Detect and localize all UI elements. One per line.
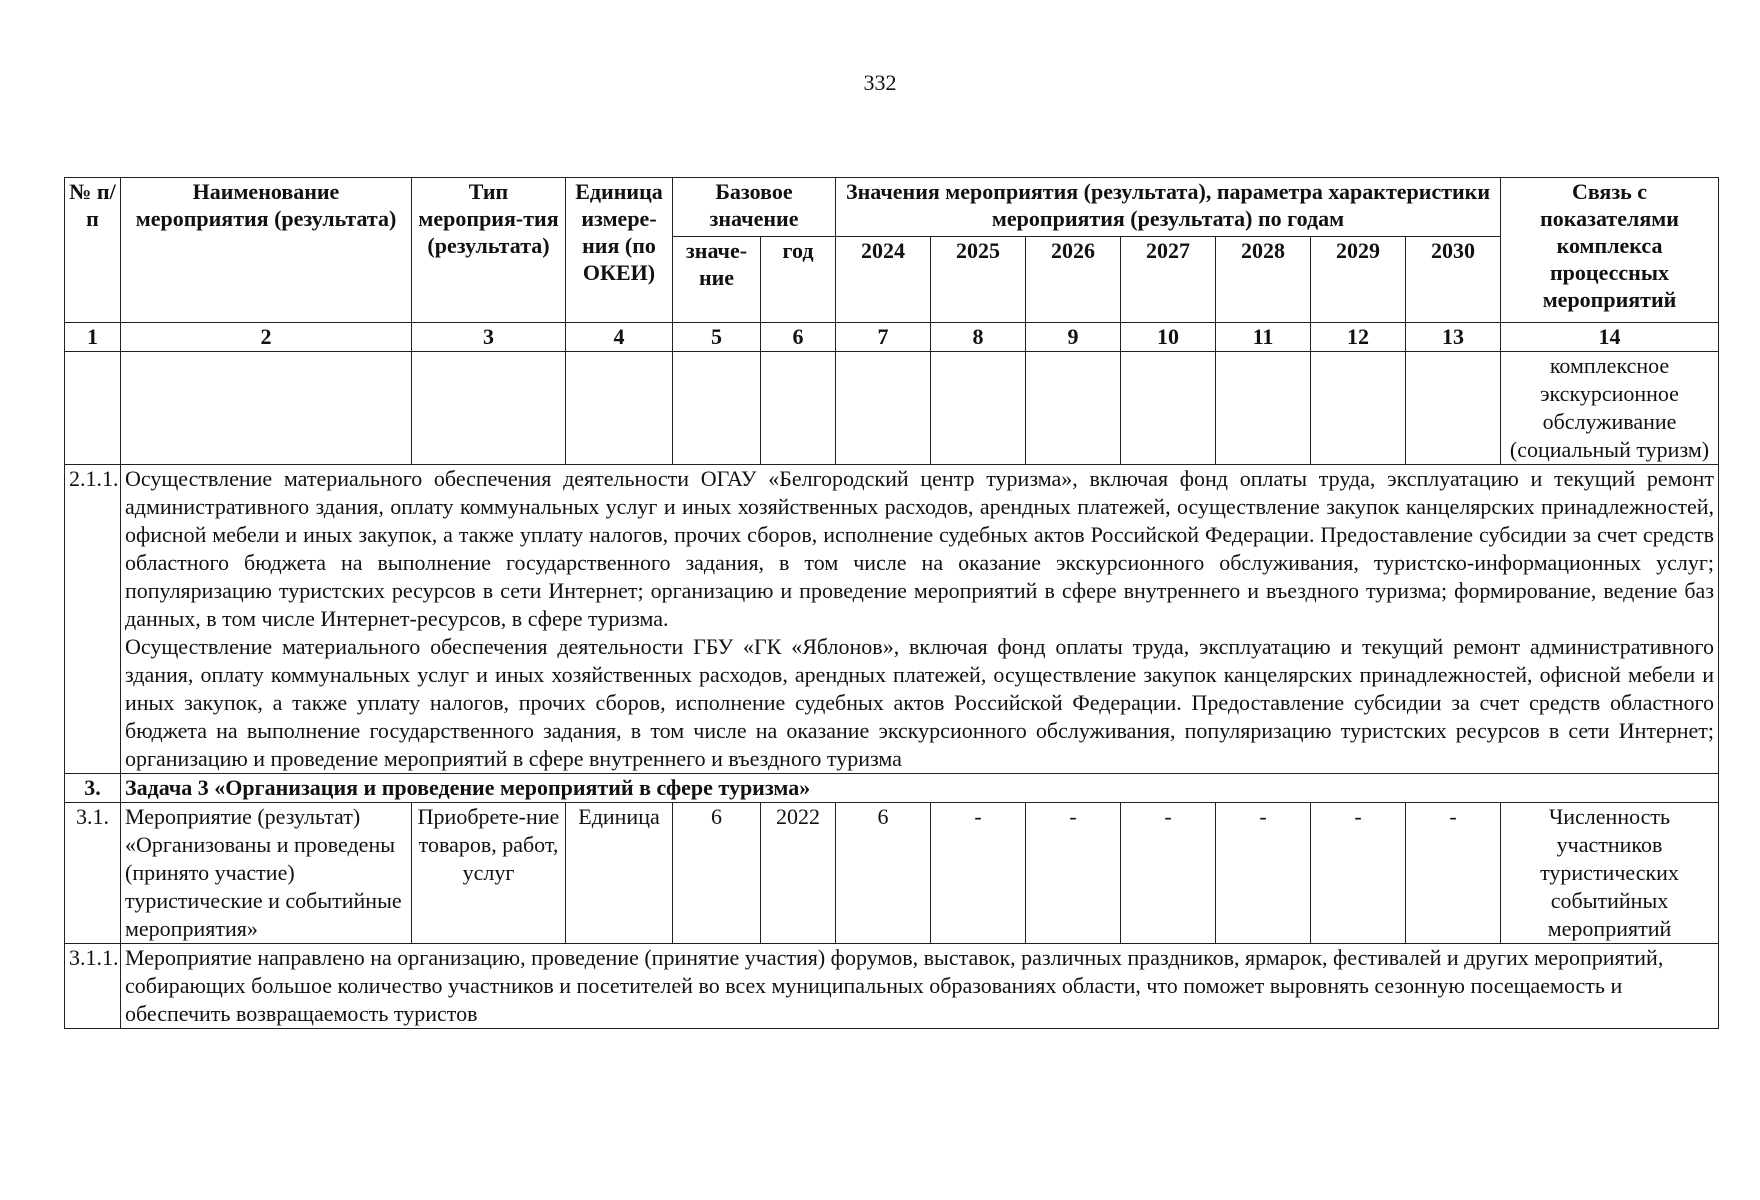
column-number: 1 [65, 323, 121, 352]
description-paragraph-1: Осуществление материального обеспечения деятельности ОГАУ «Белгородский центр туризма», включая фонд оплаты труда, эксплуатацию и текущий ремонт административного здания, оплату коммунальных услуг и иных хозяйственных расходов, арендных платежей, осуществление закупок канцелярских принадлежностей, офисной мебели и иных закупок, а также уплату налогов, прочих сборов, исполнение судебных актов Российской Федерации. Предоставление субсидии за счет средств областного бюджета на выполнение государственного задания, в том числе на оказание экскурсионного обслуживания, туристско-информационных услуг; популяризацию туристских ресурсов в сети Интернет; организацию и проведение мероприятий в сфере внутреннего и въездного туризма; формирование, ведение баз данных, в том числе Интернет-ресурсов, в сфере туризма. [125, 466, 1715, 631]
empty-cell [761, 352, 836, 465]
value-2029: - [1311, 803, 1406, 944]
column-number: 12 [1311, 323, 1406, 352]
header-base-year: год [761, 237, 836, 323]
activity-type: Приобрете-ние товаров, работ, услуг [412, 803, 566, 944]
program-table [64, 177, 1719, 1029]
header-type: Тип мероприя-тия (результата) [412, 178, 566, 323]
page-number: 332 [863, 70, 897, 95]
task-number: 3. [65, 774, 121, 803]
header-base-group: Базовое значение [673, 178, 836, 237]
empty-cell [836, 352, 931, 465]
empty-cell [121, 352, 412, 465]
empty-cell [412, 352, 566, 465]
activity-description: Мероприятие направлено на организацию, проведение (принятие участия) форумов, выставок, различных праздников, ярмарок, фестивалей и других мероприятий, собирающих большое количество участников и посетителей во всех муниципальных образованиях области, что поможет выровнять сезонную посещаемость и обеспечить возвращаемость туристов [121, 944, 1719, 1029]
row-3-1 [65, 803, 1719, 944]
header-year-2024: 2024 [836, 237, 931, 323]
column-number: 14 [1501, 323, 1719, 352]
column-number: 10 [1121, 323, 1216, 352]
row-3-1-1 [65, 944, 1719, 1029]
value-2027: - [1121, 803, 1216, 944]
empty-cell [1121, 352, 1216, 465]
header-year-2025: 2025 [931, 237, 1026, 323]
empty-cell [1216, 352, 1311, 465]
header-year-2027: 2027 [1121, 237, 1216, 323]
row-number: 2.1.1. [65, 465, 121, 774]
column-number-row [65, 323, 1719, 352]
empty-cell [1406, 352, 1501, 465]
row-2-1-1 [65, 465, 1719, 774]
header-year-2026: 2026 [1026, 237, 1121, 323]
column-number: 11 [1216, 323, 1311, 352]
header-year-2029: 2029 [1311, 237, 1406, 323]
header-num: № п/п [65, 178, 121, 323]
description-paragraph-2: Осуществление материального обеспечения деятельности ГБУ «ГК «Яблонов», включая фонд оплаты труда, эксплуатацию и текущий ремонт административного здания, оплату коммунальных услуг и иных хозяйственных расходов, арендных платежей, осуществление закупок канцелярских принадлежностей, офисной мебели и иных закупок, а также уплату налогов, прочих сборов, исполнение судебных актов Российской Федерации. Предоставление субсидии за счет средств областного бюджета на выполнение государственного задания, в том числе на оказание экскурсионного обслуживания, популяризацию туристских ресурсов в сети Интернет; организацию и проведение мероприятий в сфере внутреннего и въездного туризма [125, 634, 1715, 771]
empty-cell [931, 352, 1026, 465]
column-number: 4 [566, 323, 673, 352]
activity-unit: Единица [566, 803, 673, 944]
column-number: 8 [931, 323, 1026, 352]
value-2024: 6 [836, 803, 931, 944]
row-number: 3.1.1. [65, 944, 121, 1029]
column-number: 9 [1026, 323, 1121, 352]
value-2028: - [1216, 803, 1311, 944]
column-number: 3 [412, 323, 566, 352]
header-values-group: Значения мероприятия (результата), параметра характеристики мероприятия (результата) по годам [836, 178, 1501, 237]
task-title: Задача 3 «Организация и проведение мероприятий в сфере туризма» [121, 774, 1719, 803]
value-2026: - [1026, 803, 1121, 944]
header-link: Связь с показателями комплекса процессных мероприятий [1501, 178, 1719, 323]
continuation-link-cell: комплексное экскурсионное обслуживание (социальный туризм) [1501, 352, 1719, 465]
column-number: 2 [121, 323, 412, 352]
task-3-row [65, 774, 1719, 803]
description-cell [121, 465, 1719, 774]
base-value: 6 [673, 803, 761, 944]
column-number: 5 [673, 323, 761, 352]
header-year-2028: 2028 [1216, 237, 1311, 323]
base-year: 2022 [761, 803, 836, 944]
empty-cell [1311, 352, 1406, 465]
indicator-link: Численность участников туристических событийных мероприятий [1501, 803, 1719, 944]
row-number: 3.1. [65, 803, 121, 944]
header-year-2030: 2030 [1406, 237, 1501, 323]
header-unit: Единица измере-ния (по ОКЕИ) [566, 178, 673, 323]
column-number: 6 [761, 323, 836, 352]
header-name: Наименование мероприятия (результата) [121, 178, 412, 323]
column-number: 13 [1406, 323, 1501, 352]
value-2025: - [931, 803, 1026, 944]
empty-cell [65, 352, 121, 465]
activity-name: Мероприятие (результат) «Организованы и проведены (принято участие) туристические и событийные мероприятия» [121, 803, 412, 944]
column-number: 7 [836, 323, 931, 352]
empty-cell [1026, 352, 1121, 465]
empty-cell [566, 352, 673, 465]
continuation-row [65, 352, 1719, 465]
value-2030: - [1406, 803, 1501, 944]
empty-cell [673, 352, 761, 465]
header-base-value: значе-ние [673, 237, 761, 323]
